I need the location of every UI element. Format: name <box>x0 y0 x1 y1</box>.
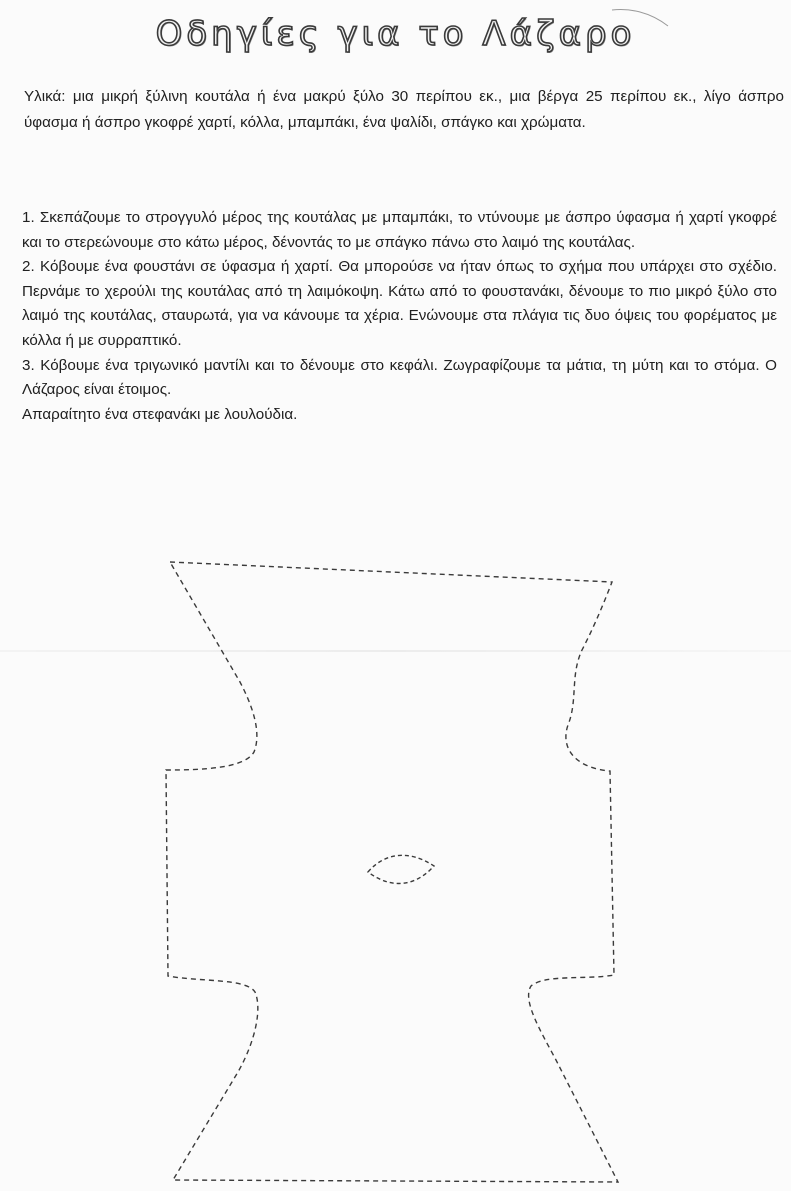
step-1: 1. Σκεπάζουμε το στρογγυλό μέρος της κουτάλας με μπαμπάκι, το ντύνουμε με άσπρο ύφασμα ή χαρτί γκοφρέ και το στερεώνουμε στο κάτω μέρος, δένοντάς το με σπάγκο πάνω στο λαιμό της κουτάλας. <box>22 209 777 251</box>
note: Απαραίτητο ένα στεφανάκι με λουλούδια. <box>22 405 298 423</box>
step-3: 3. Κόβουμε ένα τριγωνικό μαντίλι και το δένουμε στο κεφάλι. Ζωγραφίζουμε τα μάτια, τη μύτη και το στόμα. Ο Λάζαρος είναι έτοιμος. <box>22 356 777 399</box>
instructions <box>22 206 777 427</box>
scan-mark <box>610 6 670 30</box>
step-2: 2. Κόβουμε ένα φουστάνι σε ύφασμα ή χαρτί. Θα μπορούσε να ήταν όπως το σχήμα που υπάρχει στο σχέδιο. Περνάμε το χερούλι της κουτάλας από τη λαιμόκοψη. Κάτω από το φουστανάκι, δένουμε το πιο μικρό ξύλο στο λαιμό της κουτάλας, σταυρωτά, για να κάνουμε τα χέρια. Ενώνουμε στα πλάγια τις δυο όψεις του φορέματος με κόλλα ή με συρραπτικό. <box>22 258 777 349</box>
neck-opening <box>368 855 434 883</box>
dress-outline <box>166 562 618 1182</box>
materials-paragraph: Υλικά: μια μικρή ξύλινη κουτάλα ή ένα μακρύ ξύλο 30 περίπου εκ., μια βέργα 25 περίπου εκ., λίγο άσπρο ύφασμα ή άσπρο γκοφρέ χαρτί, κόλλα, μπαμπάκι, ένα ψαλίδι, σπάγκο και χρώματα. <box>24 88 784 131</box>
dress-pattern <box>0 540 791 1191</box>
page-title: Οδηγίες για το Λάζαρο <box>155 14 636 54</box>
